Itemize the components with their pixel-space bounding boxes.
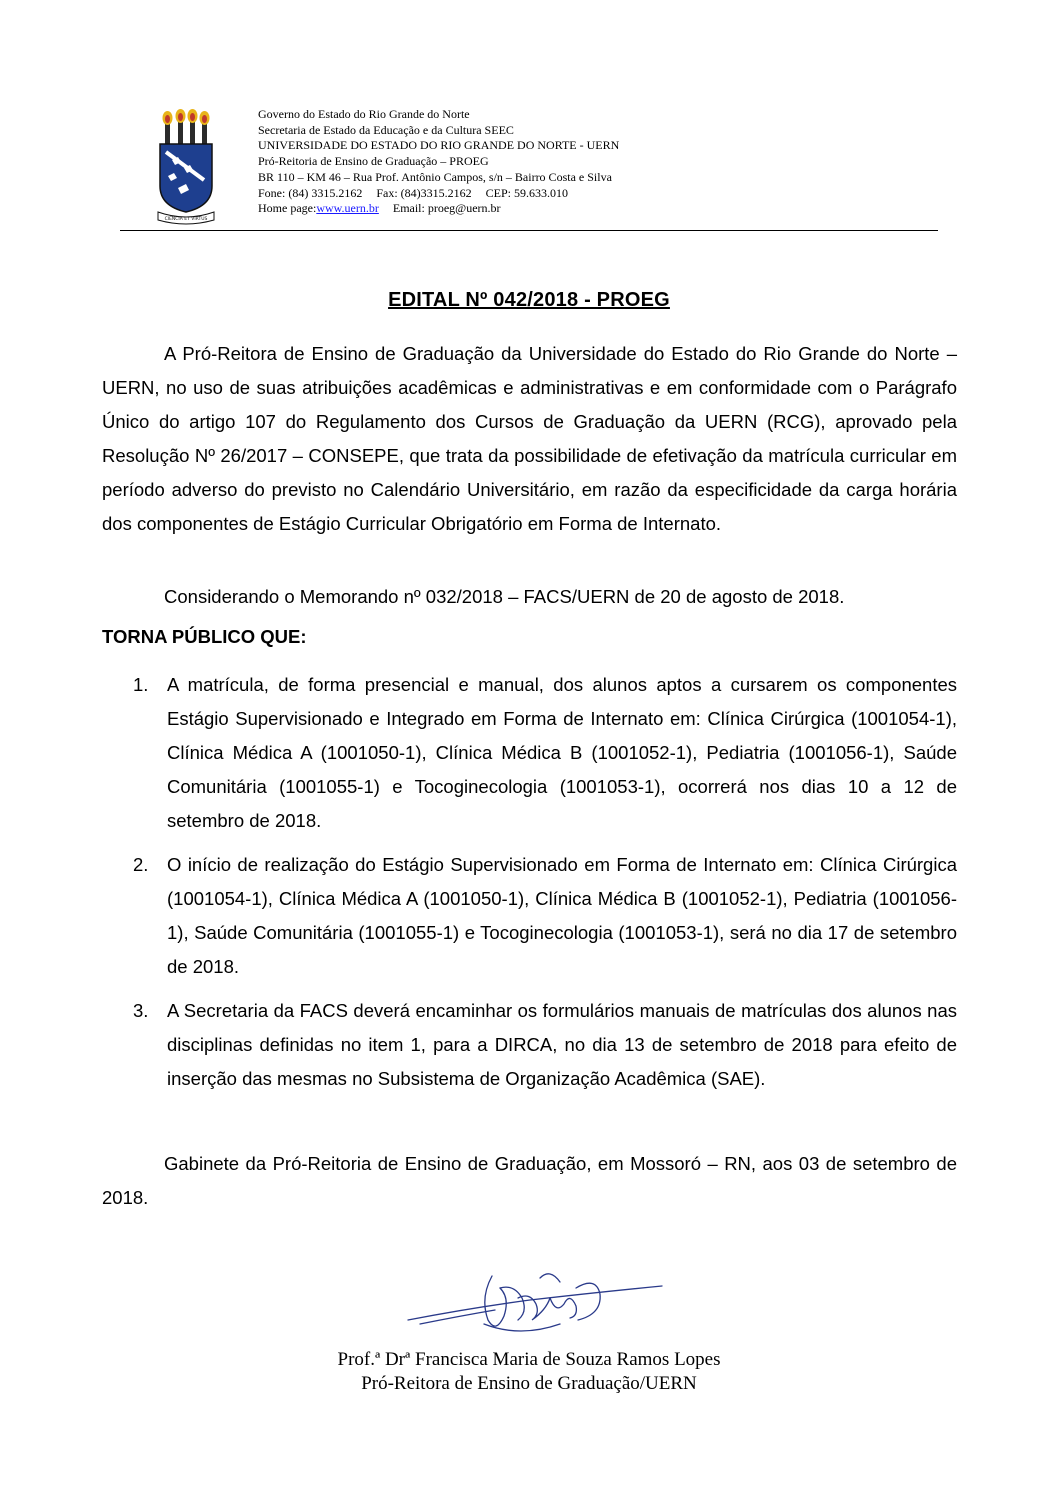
signatory-name: Prof.ª Drª Francisca Maria de Souza Ramos Lopes	[337, 1349, 721, 1370]
header-email: Email: proeg@uern.br	[392, 201, 501, 216]
header-line-secretariat: Secretaria de Estado da Educação e da Cultura SEEC	[258, 122, 514, 137]
crest-motto: CIENCIA ET VIRTUS	[164, 217, 208, 222]
torch-icons	[163, 109, 210, 144]
header-line-contacts	[258, 186, 619, 202]
document-title: EDITAL Nº 042/2018 - PROEG	[388, 289, 670, 311]
list-item	[102, 994, 957, 1096]
header-line-address: BR 110 – KM 46 – Rua Prof. Antônio Campos, s/n – Bairro Costa e Silva	[258, 169, 612, 184]
header-divider	[120, 230, 938, 231]
header-cep: CEP: 59.633.010	[485, 185, 568, 200]
intro-paragraph: A Pró-Reitora de Ensino de Graduação da Universidade do Estado do Rio Grande do Norte – UERN, no uso de suas atribuições acadêmicas e administrativas e em conformidade com o Parágrafo Único do artigo 107 do Regulamento dos Cursos de Graduação da UERN (RCG), aprovado pela Resolução Nº 26/2017 – CONSEPE, que trata da possibilidade de efetivação da matrícula curricular em período adverso do previsto no Calendário Universitário, em razão da especificidade da carga horária dos componentes de Estágio Curricular Obrigatório em Forma de Internato.	[102, 343, 957, 534]
homepage-label: Home page:	[258, 201, 317, 216]
list-item-number: 3.	[133, 1000, 149, 1021]
edital-items-list	[102, 668, 957, 1106]
uern-crest-logo	[156, 108, 216, 226]
signatory-role: Pró-Reitora de Ensino de Graduação/UERN	[361, 1373, 697, 1394]
list-item-text: A matrícula, de forma presencial e manual, dos alunos aptos a cursarem os componentes Estágio Supervisionado e Integrado em Forma de Internato em: Clínica Cirúrgica (1001054-1), Clínica Médica A (1001050-1), Clínica Médica B (1001052-1), Pediatria (1001056-1), Saúde Comunitária (1001055-1) e Tocoginecologia (1001053-1), ocorrerá nos dias 10 a 12 de setembro de 2018.	[167, 674, 957, 831]
torna-publico-heading: TORNA PÚBLICO QUE:	[102, 626, 307, 647]
header-line-web	[258, 201, 619, 217]
memorandum-paragraph: Considerando o Memorando nº 032/2018 – FACS/UERN de 20 de agosto de 2018.	[164, 586, 845, 607]
header-line-government: Governo do Estado do Rio Grande do Norte	[258, 107, 470, 121]
list-item-number: 2.	[133, 854, 149, 875]
homepage-link[interactable]: www.uern.br	[316, 201, 379, 216]
handwritten-signature	[400, 1258, 670, 1348]
header-line-university: UNIVERSIDADE DO ESTADO DO RIO GRANDE DO NORTE - UERN	[258, 138, 620, 153]
closing-paragraph: Gabinete da Pró-Reitoria de Ensino de Graduação, em Mossoró – RN, aos 03 de setembro de 2018.	[102, 1153, 957, 1208]
institution-header	[258, 107, 619, 217]
header-fax: Fax: (84)3315.2162	[376, 185, 472, 200]
list-item-number: 1.	[133, 674, 149, 695]
list-item	[102, 848, 957, 984]
header-phone: Fone: (84) 3315.2162	[258, 185, 363, 200]
list-item-text: O início de realização do Estágio Supervisionado em Forma de Internato em: Clínica Cirúrgica (1001054-1), Clínica Médica A (1001050-1), Clínica Médica B (1001052-1), Pediatria (1001056-1), Saúde Comunitária (1001055-1) e Tocoginecologia (1001053-1), será no dia 17 de setembro de 2018.	[167, 854, 957, 977]
header-line-proeg: Pró-Reitoria de Ensino de Graduação – PROEG	[258, 154, 489, 169]
signatory-block	[0, 1348, 1058, 1396]
list-item	[102, 668, 957, 838]
list-item-text: A Secretaria da FACS deverá encaminhar os formulários manuais de matrículas dos alunos nas disciplinas definidas no item 1, para a DIRCA, no dia 13 de setembro de 2018 para efeito de inserção das mesmas no Subsistema de Organização Acadêmica (SAE).	[167, 1000, 957, 1089]
